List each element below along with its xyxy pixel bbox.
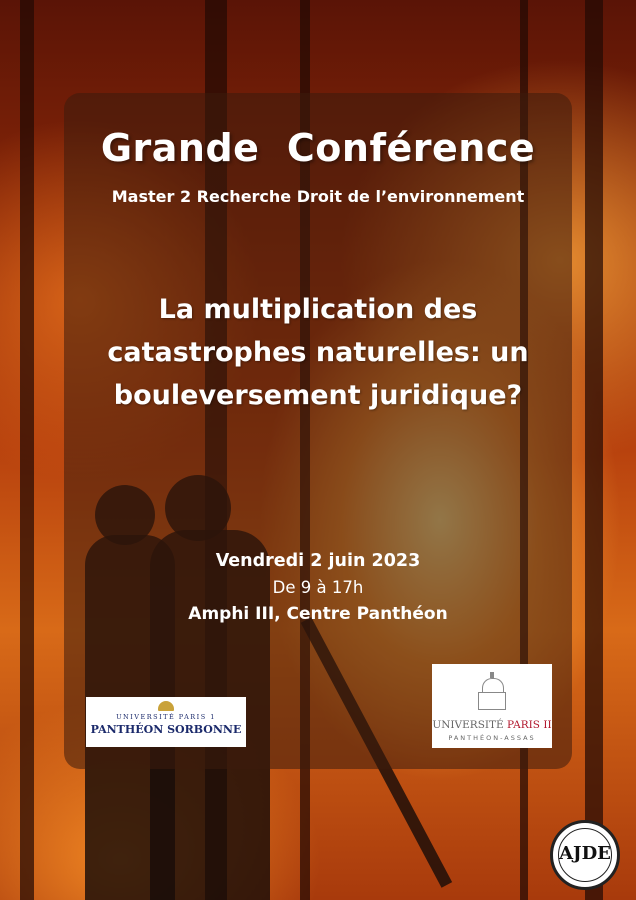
logo-text: UNIVERSITÉ [432,719,508,731]
topic-line: bouleversement juridique? [113,380,523,411]
pantheon-sorbonne-logo [86,697,246,747]
dome-icon [158,701,174,711]
logo-line: UNIVERSITÉ PARIS 1 [116,713,216,721]
badge-text: AJDE [559,843,611,864]
logo-line [432,719,552,731]
tree-trunk [585,0,603,900]
topic-line: catastrophes naturelles: un [107,337,529,368]
logo-line: PANTHÉON-ASSAS [448,734,536,742]
program-subtitle: Master 2 Recherche Droit de l’environnement [111,187,525,206]
topic-line: La multiplication des [158,294,478,325]
pantheon-building-icon [478,670,506,712]
logo-text: PARIS II [507,719,552,731]
event-date: Vendredi 2 juin 2023 [215,551,421,571]
tree-trunk [20,0,34,900]
pantheon-assas-logo [432,664,552,748]
page-title: Grande Conférence [100,126,536,170]
ajde-badge-logo [550,820,620,890]
logo-line: PANTHÉON SORBONNE [90,723,242,736]
conference-topic [64,288,572,417]
event-venue: Amphi III, Centre Panthéon [188,604,448,624]
event-hours: De 9 à 17h [272,578,364,597]
